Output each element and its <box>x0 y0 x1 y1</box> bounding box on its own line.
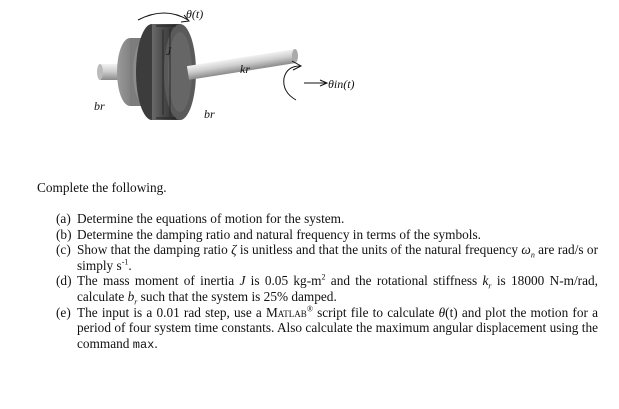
item-marker: (b) <box>56 226 72 242</box>
problem-item-c: (c) Show that the damping ratio ζ is unitless and that the units of the natural frequency $\omega_n$ are rad/s or simply $s^{-1}$. <box>56 242 598 273</box>
theta-in-rotation-arrow <box>284 66 300 100</box>
theta-label: θ(t) <box>186 7 204 21</box>
damping-label-left: br <box>94 99 105 113</box>
item-marker: (a) <box>56 211 71 226</box>
item-marker: (c) <box>56 242 71 258</box>
damping-label-bottom: br <box>204 107 215 121</box>
problem-item-e: (e) The input is a 0.01 rad step, use a Matlab® script file to calculate θ(t) and plot the motion for a period of four system time constants. Also calculate the maximum angular displacement using the command max. <box>56 304 598 352</box>
matlab-command: max <box>132 337 155 352</box>
problem-item-d: (d) The mass moment of inertia J is 0.05 $kg-m^2$ and the rotational stiffness $k_r$ is 18000 N-m/rad, calculate $b_r$ such that the system is 25% damped. <box>56 272 598 307</box>
system-figure <box>0 0 619 175</box>
stiffness-label: kr <box>240 62 250 76</box>
problem-item-a: (a) Determine the equations of motion for the system. <box>56 211 345 226</box>
inertia-disk <box>136 24 196 120</box>
rotor-diagram <box>0 0 619 175</box>
inertia-label: J <box>166 44 172 58</box>
problem-item-b: (b) Determine the damping ratio and natural frequency in terms of the symbols. <box>56 226 481 242</box>
theta-in-label: θin(t) <box>328 77 355 91</box>
theta-rotation-arrow <box>138 13 188 20</box>
problem-list <box>56 211 598 353</box>
problem-intro: Complete the following. <box>37 180 167 195</box>
item-marker: (d) <box>56 273 72 289</box>
item-marker: (e) <box>56 304 71 320</box>
